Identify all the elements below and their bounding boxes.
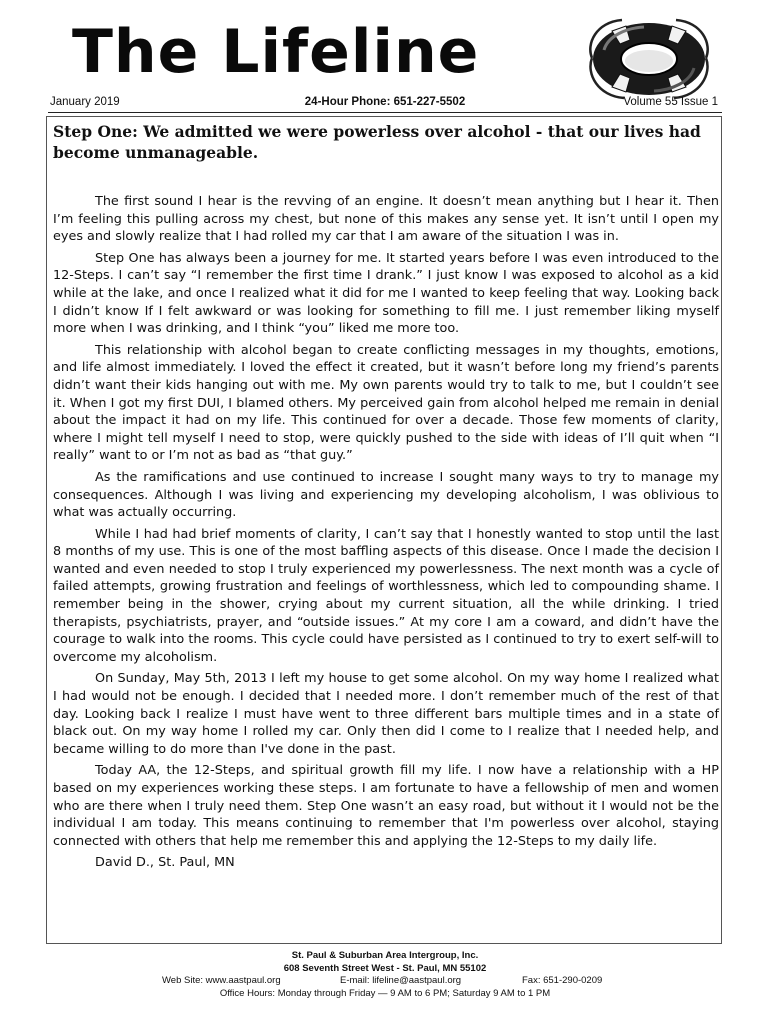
- article-body: [53, 193, 719, 876]
- footer-email: E-mail: lifeline@aastpaul.org: [340, 975, 462, 986]
- footer: [0, 950, 770, 1001]
- hotline-phone: 24-Hour Phone: 651-227-5502: [304, 96, 466, 108]
- life-ring-icon: [582, 14, 716, 102]
- article-signature: David D., St. Paul, MN: [95, 855, 235, 871]
- masthead-info-row: [48, 94, 722, 113]
- article-paragraph: As the ramifications and use continued to increase I sought many ways to try to manage my consequences. Although I was living and experiencing my developing alcoholism, I was oblivious to what was actually occurring.: [53, 469, 719, 521]
- article-box: [46, 116, 722, 944]
- article-paragraph: Step One has always been a journey for me. It started years before I was even introduced to the 12-Steps. I can’t say “I remember the first time I drank.” I just know I was exposed to alcohol as a kid while at the lake, and once I realized what it did for me I wanted to keep feeling that way. Looking back I didn’t know If I felt awkward or was looking for something to fill me. I just remember liking myself more when I was drinking, and I think “you” liked me more too.: [53, 250, 719, 337]
- footer-fax: Fax: 651-290-0209: [522, 975, 603, 986]
- article-paragraph: While I had had brief moments of clarity, I can’t say that I honestly wanted to stop until the last 8 months of my use. This is one of the most baffling aspects of this disease. Once I made the decision I wanted and even needed to stop I truly experienced my powerlessness. The next month was a cycle of failed attempts, growing frustration and feelings of worthlessness, which led to compounding shame. I remember being in the shower, crying about my current situation, all the while drinking. I tried therapists, psychiatrists, prayer, and “outside issues.” At my core I am a coward, and didn’t have the courage to walk into the rooms. This cycle could have persisted as I continued to try to exert self-will to overcome my alcoholism.: [53, 526, 719, 665]
- footer-address: 608 Seventh Street West - St. Paul, MN 55102: [283, 962, 487, 974]
- issue-date: January 2019: [50, 96, 120, 108]
- footer-website: Web Site: www.aastpaul.org: [162, 975, 281, 986]
- article-headline: Step One: We admitted we were powerless over alcohol - that our lives had become unmanageable.: [53, 122, 701, 162]
- footer-hours: Office Hours: Monday through Friday — 9 AM to 6 PM; Saturday 9 AM to 1 PM: [219, 988, 551, 999]
- article-paragraph: On Sunday, May 5th, 2013 I left my house to get some alcohol. On my way home I realized what I had would not be enough. I decided that I needed more. I don’t remember much of the rest of that day. Looking back I realize I must have went to three different bars multiple times and in a state of black out. On my way home I rolled my car. Only then did I come to I realize that I needed help, and became willing to do more than I've done in the past.: [53, 671, 719, 757]
- volume-issue: Volume 55 Issue 1: [623, 96, 718, 108]
- article-paragraph: The first sound I hear is the revving of an engine. It doesn’t mean anything but I hear it. Then I’m feeling this pulling across my chest, but none of this makes any sense yet. It isn’t until I open my eyes and slowly realize that I had rolled my car that I am aware of the situation I was in.: [53, 194, 719, 245]
- footer-org: St. Paul & Suburban Area Intergroup, Inc.: [291, 950, 479, 961]
- article-paragraph: This relationship with alcohol began to create conflicting messages in my thoughts, emotions, and life almost immediately. I loved the effect it created, but it wasn’t before long my friend’s parents didn’t want their kids hanging out with me. My own parents would try to talk to me, but I couldn’t see it. When I got my first DUI, I blamed others. My perceived gain from alcohol helped me remain in denial about the impact it had on my life. This continued for over a decade. Those few moments of clarity, where I might tell myself I need to stop, were quickly pushed to the side with ideas of I’ll quit when “I really” want to or I’m not as bad as “that guy.”: [53, 342, 719, 464]
- footer-contacts: [0, 975, 770, 988]
- article-paragraph: Today AA, the 12-Steps, and spiritual growth fill my life. I now have a relationship with a HP based on my experiences working these steps. I am fortunate to have a fellowship of men and women who are there when I truly need them. Step One wasn’t an easy road, but without it I would not be the individual I am today. This means continuing to remember that I'm powerless over alcohol, staying connected with others that help me remember this and applying the 12-Steps to my daily life.: [53, 763, 719, 849]
- masthead-title: The Lifeline: [72, 17, 480, 87]
